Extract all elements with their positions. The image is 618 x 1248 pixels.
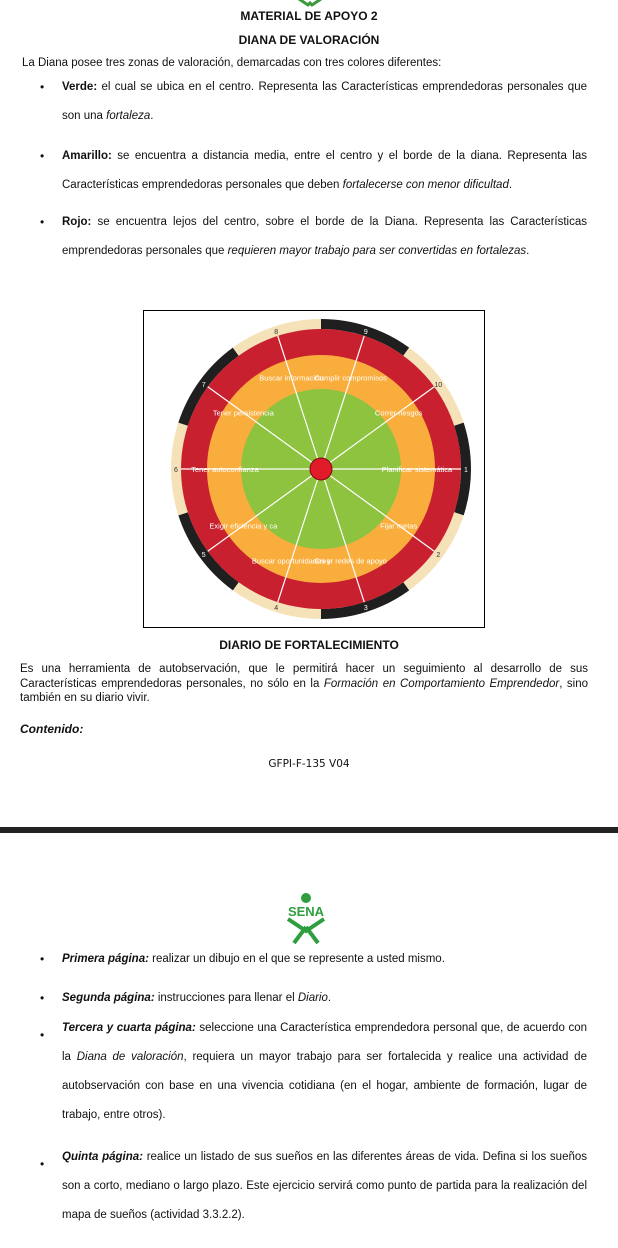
diana-number: 5 [201, 552, 206, 560]
diana-number: 10 [434, 381, 443, 389]
diana-segment-label: Tener persistencia [212, 408, 274, 418]
intro-text: La Diana posee tres zonas de valoración, demarcadas con tres colores diferentes: [22, 57, 442, 69]
bullet-dot: • [40, 149, 45, 163]
diana-target [144, 311, 485, 628]
item-quinta: Quinta página: realice un listado de sus sueños en las diferentes áreas de vida. Defina si los sueños son a corto, mediano o largo plazo. Este ejercicio servirá como punto de partida para la realización del mapa de sueños (actividad 3.3.2.2). [62, 1151, 588, 1221]
item-primera: Primera página: realizar un dibujo en el que se represente a usted mismo. [62, 953, 445, 965]
section-title: DIARIO DE FORTALECIMIENTO [219, 638, 399, 652]
diana-segment-label: Correr riesgos [374, 408, 423, 418]
diana-number: 9 [363, 329, 368, 337]
diana-figure [143, 310, 485, 628]
diana-number: 4 [274, 604, 279, 612]
diana-segment-label: Planificar sistemática [381, 465, 453, 474]
footer-code: GFPI-F-135 V04 [268, 758, 350, 770]
section-text: Es una herramienta de autobservación, que le permitirá hacer un seguimiento al desarrollo de sus Características emprendedoras personales, no sólo en la Formación en Comportamiento Emprendedor, sino también en su diario vivir. [20, 663, 589, 704]
bullet-dot: • [40, 80, 45, 94]
bullet-dot: • [40, 1028, 45, 1042]
contenido-label: Contenido: [20, 722, 84, 736]
heading-diana: DIANA DE VALORACIÓN [238, 33, 380, 47]
sena-logo [278, 893, 334, 945]
bullet-dot: • [40, 215, 45, 229]
diana-number: 7 [201, 381, 206, 389]
top-logo-fragment [292, 0, 328, 4]
diana-segment-label: Crear redes de apoyo [314, 556, 387, 566]
bullet-verde: Verde: el cual se ubica en el centro. Representa las Características emprendedoras personales que son una fortaleza. [62, 81, 587, 122]
item-segunda: Segunda página: instrucciones para llenar el Diario. [62, 992, 332, 1004]
diana-segment-label: Fijar metas [380, 521, 418, 531]
diana-number: 8 [274, 329, 279, 337]
diana-number: 2 [436, 552, 441, 560]
diana-segment-label: Cumplir compromisos [314, 373, 387, 383]
bullet-amarillo: Amarillo: se encuentra a distancia media, entre el centro y el borde de la diana. Representa las Características emprendedoras personales que deben fortalecerse con menor dificultad. [62, 150, 587, 191]
item-tercera: Tercera y cuarta página: seleccione una Característica emprendedora personal que, de acuerdo con la Diana de valoración, requiera un mayor trabajo para ser fortalecida y realice una actividad de autobservación con base en una vivencia cotidiana (en el hogar, ambiente de formación, lugar de trabajo, entre otros). [62, 1022, 587, 1121]
bullet-dot: • [40, 1157, 45, 1171]
page-divider [0, 827, 618, 833]
diana-segment-label: Buscar oportunidades y [251, 556, 331, 566]
bullet-dot: • [40, 952, 45, 966]
sena-logo-text: SENA [287, 904, 325, 919]
heading-material: MATERIAL DE APOYO 2 [240, 9, 378, 23]
bullet-rojo: Rojo: se encuentra lejos del centro, sobre el borde de la Diana. Representa las Características emprendedoras personales que requieren mayor trabajo para ser convertidas en fortalezas. [62, 216, 587, 257]
diana-segment-label: Exigir eficiencia y ca [209, 521, 278, 531]
diana-segment-label: Buscar información [259, 373, 324, 383]
diana-number: 6 [174, 467, 178, 474]
diana-center [310, 458, 332, 480]
diana-number: 1 [464, 467, 468, 474]
diana-number: 3 [363, 604, 368, 612]
bullet-dot: • [40, 991, 45, 1005]
diana-segment-label: Tener autoconfianza [191, 465, 259, 474]
